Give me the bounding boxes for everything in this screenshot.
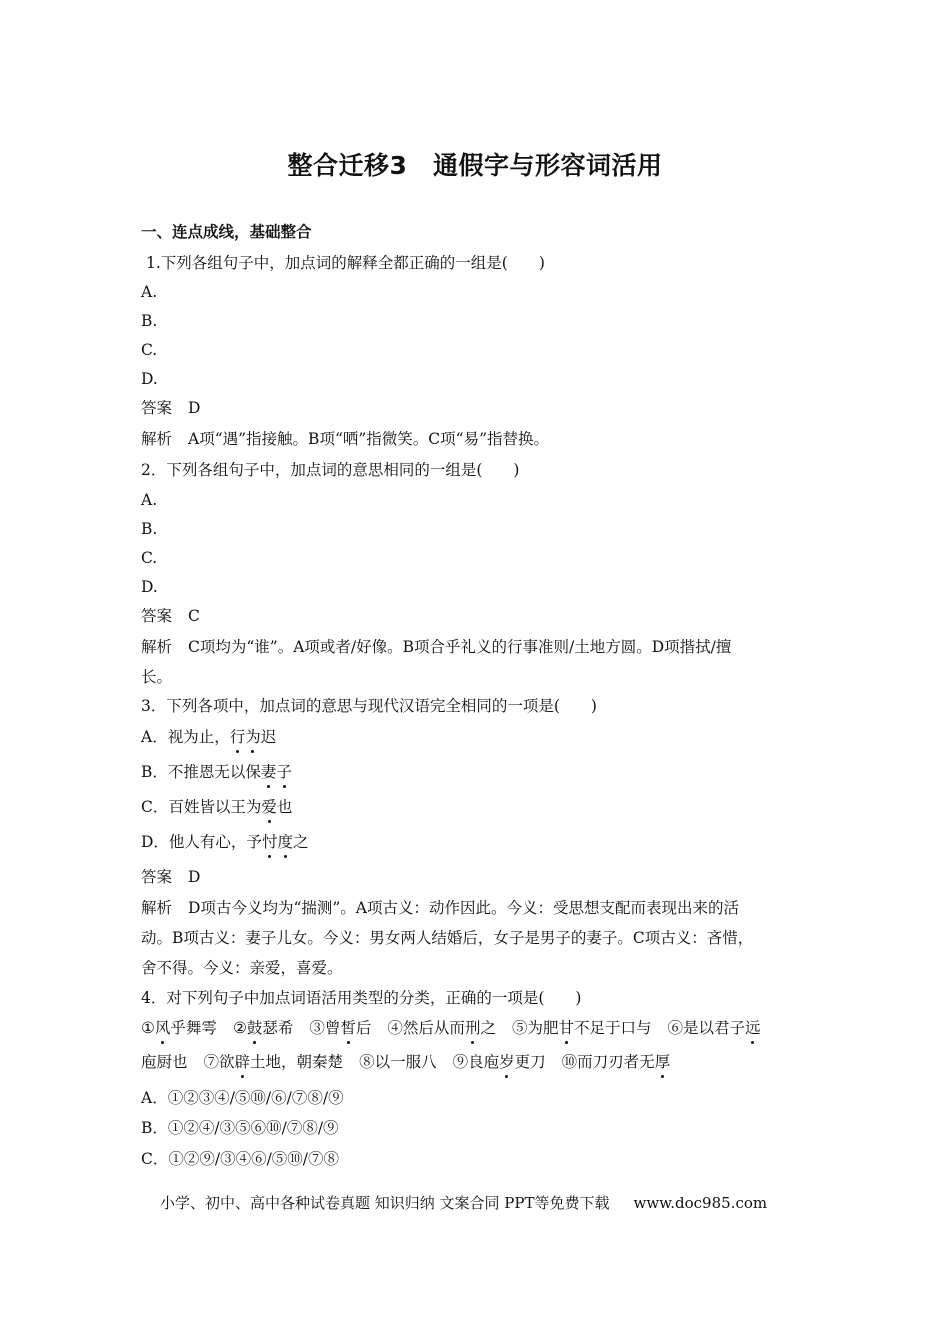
- analysis-label: 解析: [141, 899, 173, 917]
- q3-analysis: [141, 898, 739, 918]
- q1-option-c: C.: [141, 341, 158, 359]
- analysis-text: D项古今义均为“揣测”。A项古义：动作因此。今义：受思想支配而表现出来的活: [188, 899, 739, 917]
- dotted-word: 皙: [340, 1019, 356, 1037]
- q2-option-a: A.: [141, 491, 158, 509]
- item-text: 不足于口与: [574, 1019, 652, 1037]
- option-text: A．视为止，: [141, 728, 230, 746]
- answer-label: 答案: [141, 607, 173, 625]
- item-text: 乎舞雩: [170, 1019, 217, 1037]
- option-text: C．百姓皆以王为: [141, 798, 262, 816]
- dotted-word: 度: [277, 833, 293, 851]
- q1-analysis: [141, 429, 549, 449]
- option-text: 也: [276, 798, 293, 816]
- q3-option-b: [141, 762, 292, 782]
- q1-option-b: B.: [141, 312, 158, 330]
- q4-option-b: B．①②④/③⑤⑥⑩/⑦⑧/⑨: [141, 1119, 339, 1137]
- item-text: ①: [141, 1019, 155, 1037]
- q1-answer: [141, 398, 200, 418]
- q4-items-line2: [141, 1052, 670, 1072]
- dotted-word: 妻: [260, 763, 277, 781]
- q3-option-c: [141, 797, 292, 817]
- item-text: ⑥是以君子: [667, 1019, 746, 1037]
- dotted-word: 子: [276, 763, 292, 781]
- item-text: 之: [480, 1019, 496, 1037]
- option-text: 之: [292, 833, 309, 851]
- item-text: ③曾: [309, 1019, 341, 1037]
- answer-value: D: [188, 868, 201, 886]
- item-text: 庖厨也: [141, 1053, 188, 1071]
- option-text: 迟: [260, 728, 277, 746]
- dotted-word: 为: [245, 728, 261, 746]
- q1-stem: 1.下列各组句子中，加点词的解释全都正确的一组是( ): [146, 254, 545, 272]
- dotted-word: 岁: [499, 1053, 515, 1071]
- page-title: 整合迁移3 通假字与形容词活用: [287, 151, 663, 180]
- q2-option-d: D.: [141, 578, 158, 596]
- q2-stem: 2．下列各组句子中，加点词的意思相同的一组是( ): [141, 461, 520, 479]
- page-footer: [160, 1192, 767, 1213]
- q3-stem: 3．下列各项中，加点词的意思与现代汉语完全相同的一项是( ): [141, 697, 597, 715]
- q2-analysis: [141, 637, 731, 657]
- q4-items-line1: [141, 1018, 761, 1038]
- q2-option-c: C.: [141, 549, 158, 567]
- section-heading: 一、连点成线，基础整合: [141, 223, 312, 241]
- dotted-word: 忖: [261, 833, 278, 851]
- dotted-word: 爱: [261, 798, 277, 816]
- q3-analysis-cont2: 舍不得。今义：亲爱，喜爱。: [141, 959, 343, 977]
- q3-analysis-cont: 动。B项古义：妻子儿女。今义：男女两人结婚后，女子是男子的妻子。C项古义：吝惜，: [141, 929, 754, 947]
- dotted-word: 行: [229, 728, 246, 746]
- dotted-word: 厚: [654, 1053, 671, 1071]
- footer-text: 小学、初中、高中各种试卷真题 知识归纳 文案合同 PPT等免费下载: [160, 1194, 610, 1212]
- q2-analysis-cont: 长。: [141, 668, 173, 686]
- item-text: 瑟希: [262, 1019, 294, 1037]
- item-text: ⑤为肥: [511, 1019, 559, 1037]
- answer-value: D: [188, 399, 201, 417]
- item-text: ⑩而刀刃者无: [561, 1053, 655, 1071]
- answer-label: 答案: [141, 399, 173, 417]
- dotted-word: 远: [745, 1019, 761, 1037]
- analysis-label: 解析: [141, 430, 173, 448]
- analysis-text: A项“遇”指接触。B项“哂”指微笑。C项“易”指替换。: [188, 430, 550, 448]
- dotted-word: 刑: [464, 1019, 481, 1037]
- dotted-word: 风: [154, 1019, 171, 1037]
- q3-option-d: [141, 832, 308, 852]
- analysis-text: C项均为“谁”。A项或者/好像。B项合乎礼义的行事准则/土地方圆。D项揩拭/擅: [188, 638, 732, 656]
- item-text: 更刀: [514, 1053, 546, 1071]
- q3-option-a: [141, 727, 276, 747]
- answer-value: C: [188, 607, 200, 625]
- dotted-word: 辟: [234, 1053, 251, 1071]
- item-text: 土地，朝秦楚: [250, 1053, 344, 1071]
- option-text: B．不推恩无以保: [141, 763, 261, 781]
- dotted-word: 鼓: [246, 1019, 263, 1037]
- item-text: ⑧以一服八: [359, 1053, 437, 1071]
- item-text: 后: [355, 1019, 372, 1037]
- q4-stem: 4．对下列句子中加点词语活用类型的分类，正确的一项是( ): [141, 989, 582, 1007]
- q3-answer: [141, 867, 200, 887]
- q1-option-a: A.: [141, 283, 158, 301]
- item-text: ④然后从而: [387, 1019, 465, 1037]
- q2-option-b: B.: [141, 520, 158, 538]
- analysis-label: 解析: [141, 638, 173, 656]
- item-text: ⑨良庖: [452, 1053, 500, 1071]
- q1-option-d: D.: [141, 370, 158, 388]
- option-text: D．他人有心，予: [141, 833, 262, 851]
- answer-label: 答案: [141, 868, 173, 886]
- q2-answer: [141, 606, 200, 626]
- dotted-word: 甘: [558, 1019, 574, 1037]
- item-text: ②: [232, 1019, 247, 1037]
- item-text: ⑦欲: [203, 1053, 235, 1071]
- footer-url[interactable]: www.doc985.com: [633, 1194, 768, 1212]
- q4-option-a: A．①②③④/⑤⑩/⑥/⑦⑧/⑨: [141, 1089, 344, 1107]
- q4-option-c: C．①②⑨/③④⑥/⑤⑩/⑦⑧: [141, 1150, 340, 1168]
